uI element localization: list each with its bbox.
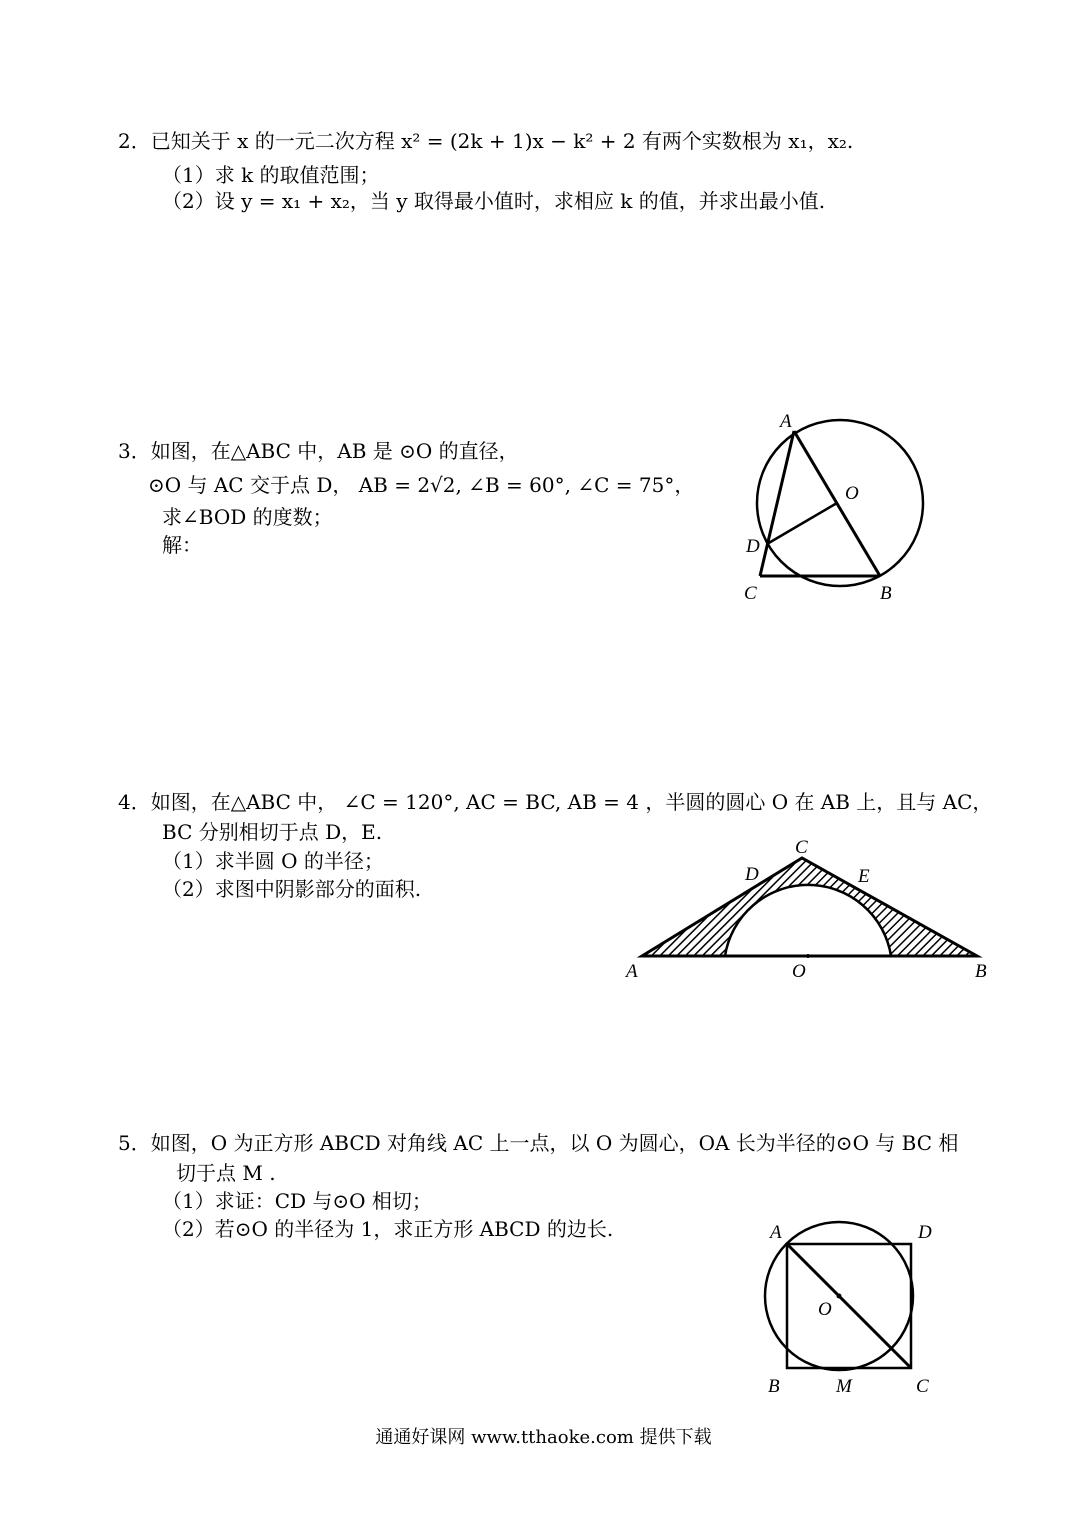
q5-figure <box>750 1210 970 1420</box>
q4-label-D: D <box>745 864 759 885</box>
q3-line3: 求∠BOD 的度数； <box>162 505 333 529</box>
q4-label-O: O <box>792 961 806 982</box>
q5-label-B: B <box>768 1376 780 1397</box>
q4-line1: 4．如图，在△ABC 中， ∠C = 120°, AC = BC, AB = 4 ，半圆的圆心 O 在 AB 上，且与 AC， <box>118 790 993 814</box>
q3-line4: 解： <box>162 533 202 557</box>
q4-shaded-region <box>642 858 977 956</box>
q3-segment-AC <box>760 431 794 576</box>
q3-circle <box>757 420 923 586</box>
q3-label-C: C <box>744 583 757 604</box>
q2-line1: 2．已知关于 x 的一元二次方程 x² = (2k + 1)x − k² + 2 有两个实数根为 x₁，x₂. <box>118 129 854 153</box>
q4-figure <box>615 830 1015 990</box>
q5-label-D: D <box>918 1222 932 1243</box>
q5-part1: （1）求证：CD 与⊙O 相切； <box>162 1189 432 1213</box>
q5-label-O: O <box>818 1299 832 1320</box>
q3-label-D: D <box>746 536 760 557</box>
q3-line2: ⊙O 与 AC 交于点 D， AB = 2√2, ∠B = 60°, ∠C = 75°， <box>148 473 695 497</box>
q2-part2: （2）设 y = x₁ + x₂，当 y 取得最小值时，求相应 k 的值，并求出最小值. <box>162 189 826 213</box>
q4-line2: BC 分别相切于点 D，E. <box>162 820 383 844</box>
q3-label-A: A <box>780 411 792 432</box>
q5-label-M: M <box>836 1376 852 1397</box>
q4-label-B: B <box>975 961 987 982</box>
q4-part2: （2）求图中阴影部分的面积. <box>162 877 422 901</box>
q5-label-C: C <box>916 1376 929 1397</box>
q5-part2: （2）若⊙O 的半径为 1，求正方形 ABCD 的边长. <box>162 1217 614 1241</box>
q5-label-A: A <box>770 1222 782 1243</box>
page-footer: 通通好课网 www.tthaoke.com 提供下载 <box>375 1427 712 1448</box>
q5-diagonal-AC <box>787 1244 911 1368</box>
q5-line1: 5．如图，O 为正方形 ABCD 对角线 AC 上一点，以 O 为圆心，OA 长为半径的⊙O 与 BC 相 <box>118 1131 959 1155</box>
q5-center-dot <box>837 1294 842 1299</box>
q3-figure <box>730 405 970 615</box>
q5-line2: 切于点 M . <box>176 1161 276 1185</box>
q4-label-E: E <box>858 866 870 887</box>
q4-part1: （1）求半圆 O 的半径； <box>162 849 384 873</box>
q3-label-B: B <box>880 583 892 604</box>
q4-label-C: C <box>795 837 808 858</box>
q3-line1: 3．如图，在△ABC 中，AB 是 ⊙O 的直径， <box>118 439 519 463</box>
q3-label-O: O <box>845 483 859 504</box>
q3-segment-OD <box>767 503 837 544</box>
q4-label-A: A <box>626 961 638 982</box>
q4-center-dot <box>806 954 810 958</box>
q2-part1: （1）求 k 的取值范围； <box>162 163 380 187</box>
